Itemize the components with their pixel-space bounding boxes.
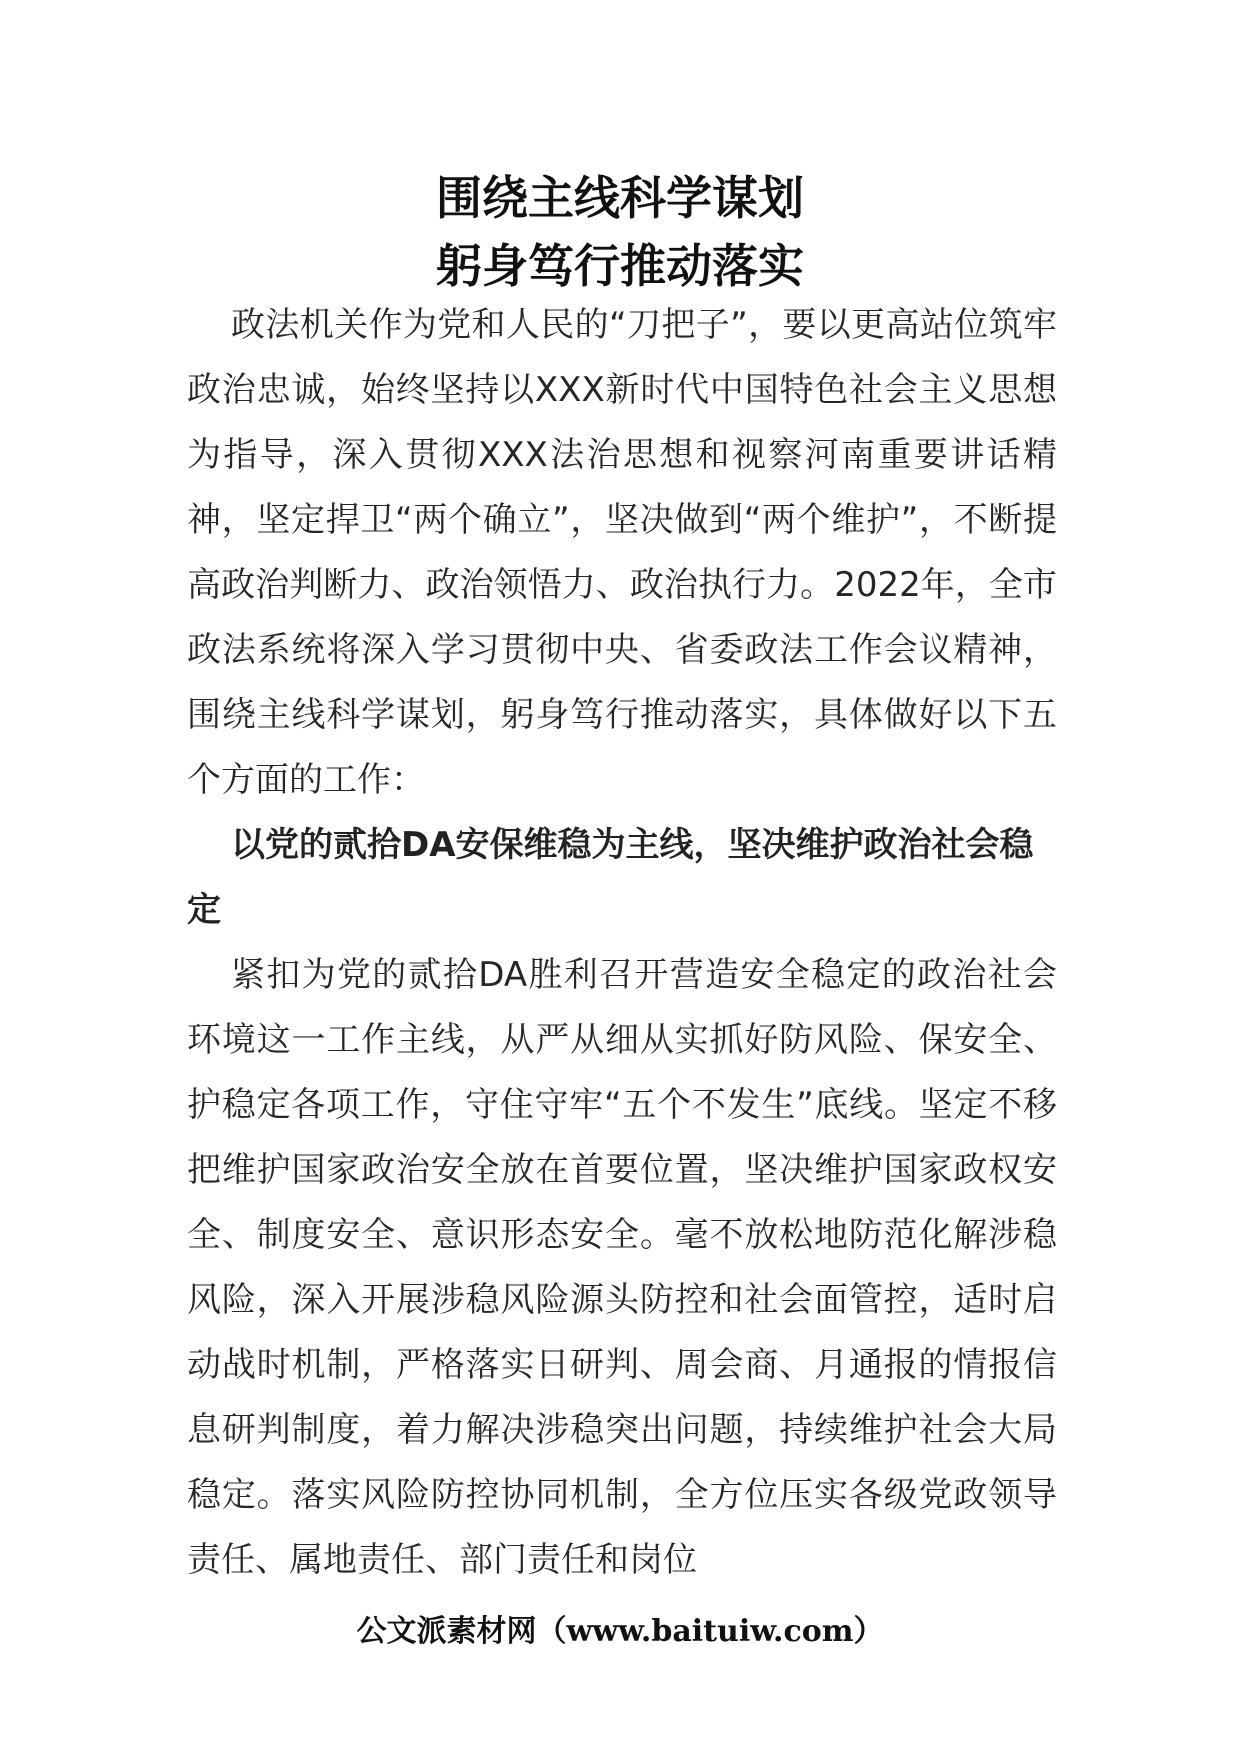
footer-watermark: 公文派素材网（www.baituiw.com） [356,1614,884,1649]
body-paragraph-intro: 政法机关作为党和人民的“刀把子”，要以更高站位筑牢政治忠诚，始终坚持以XXX新时代中国特色社会主义思想为指导，深入贯彻XXX法治思想和视察河南重要讲话精神，坚定捍卫“两个确立”，坚决做到“两个维护”，不断提高政治判断力、政治领悟力、政治执行力。2022年，全市政法系统将深入学习贯彻中央、省委政法工作会议精神，围绕主线科学谋划，躬身笃行推动落实，具体做好以下五个方面的工作： [187,305,1057,800]
section-heading-1: 以党的贰拾DA安保维稳为主线，坚决维护政治社会稳定 [187,825,1034,930]
document-title-line1: 围绕主线科学谋划 [436,171,804,225]
document-title-line2: 躬身笃行推动落实 [436,239,804,293]
body-paragraph-section1: 紧扣为党的贰拾DA胜利召开营造安全稳定的政治社会环境这一工作主线，从严从细从实抓好防风险、保安全、护稳定各项工作，守住守牢“五个不发生”底线。坚定不移把维护国家政治安全放在首要位置，坚决维护国家政权安全、制度安全、意识形态安全。毫不放松地防范化解涉稳风险，深入开展涉稳风险源头防控和社会面管控，适时启动战时机制，严格落实日研判、周会商、月通报的情报信息研判制度，着力解决涉稳突出问题，持续维护社会大局稳定。落实风险防控协同机制，全方位压实各级党政领导责任、属地责任、部门责任和岗位 [187,955,1057,1580]
